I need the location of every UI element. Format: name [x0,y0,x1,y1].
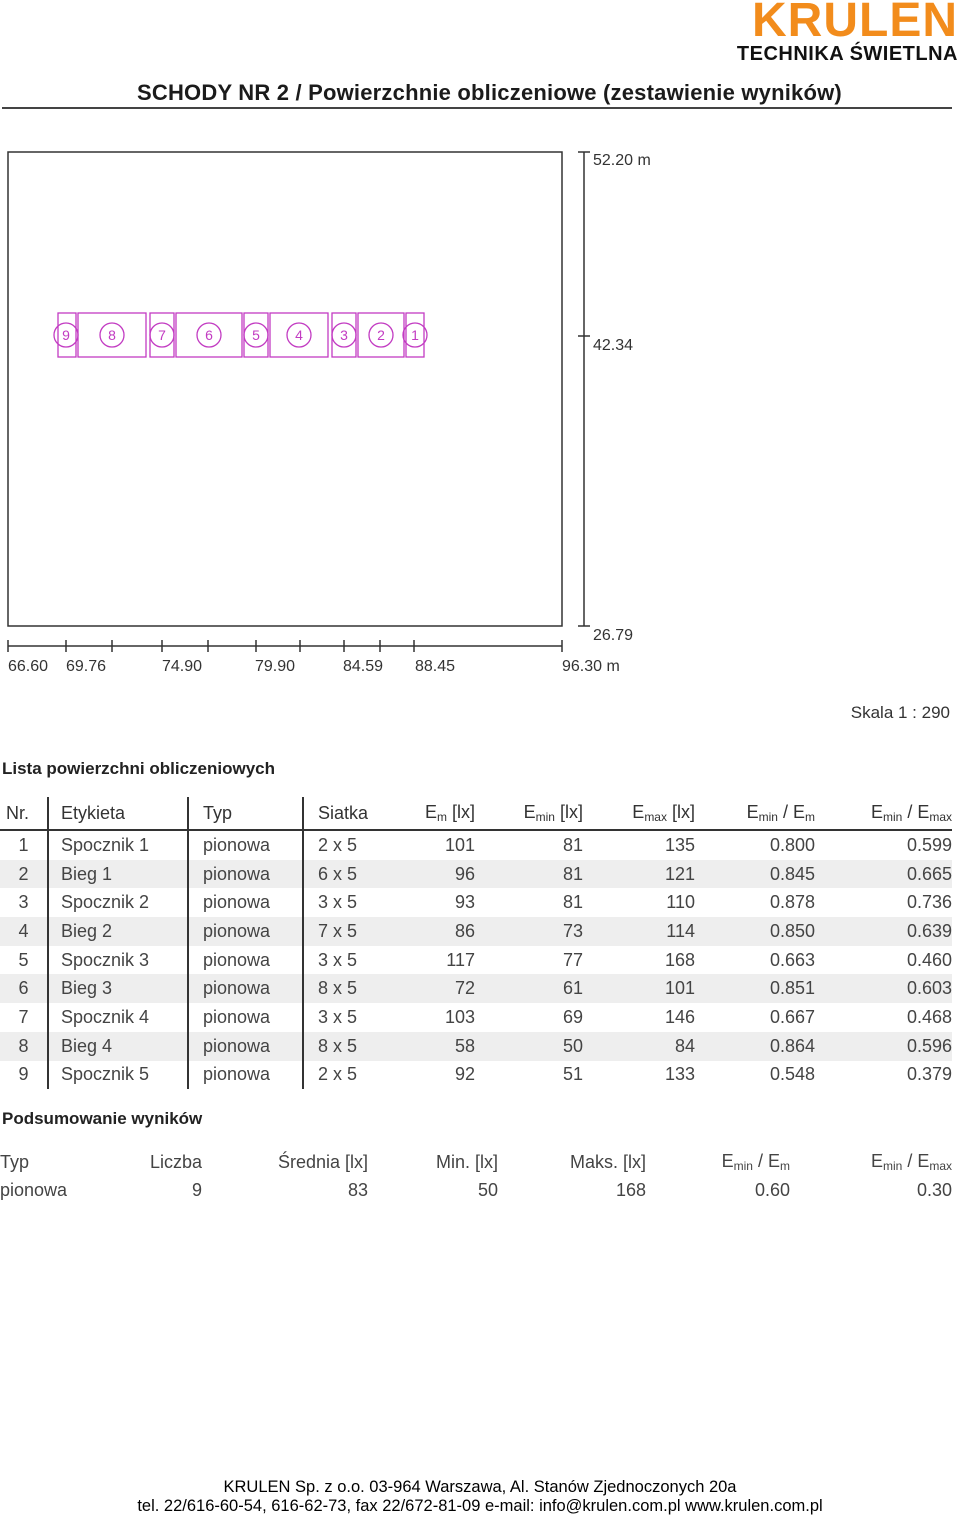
cell-em: 96 [393,860,475,889]
y-label-bottom: 26.79 [593,627,634,644]
marker-label-8: 8 [108,327,116,343]
col-ratio-emin-em: $E_{min} / E_m$ [695,797,815,830]
cell-nr: 8 [0,1032,48,1061]
cell-ratio-emin-emax: 0.639 [815,917,952,946]
cell-nr: 2 [0,860,48,889]
cell-type: pionowa [188,1032,303,1061]
surface-list-table [0,797,952,1089]
sum-col-ratio-emin-em: $E_{min} / E_m$ [721,1151,790,1173]
cell-label: Spocznik 5 [48,1061,188,1090]
floor-plan-drawing [0,140,700,690]
cell-nr: 9 [18,1064,29,1085]
cell-ratio-emin-em: 0.878 [769,892,815,913]
cell-label: Spocznik 1 [48,830,188,860]
cell-emax: 121 [583,860,695,889]
marker-label-9: 9 [62,327,70,343]
cell-nr: 4 [0,917,48,946]
marker-label-3: 3 [340,327,348,343]
cell-ratio-emin-em: 0.800 [769,834,815,855]
cell-label: Spocznik 3 [48,946,188,975]
col-label: Etykieta [48,797,188,830]
logo-tagline: TECHNIKA ŚWIETLNA [736,43,958,65]
sum-ratio-emin-em: 0.60 [754,1179,790,1200]
x-label: 74.90 [162,658,203,675]
y-label-mid: 42.34 [593,337,634,354]
sum-col-avg: Średnia [lx] [277,1151,368,1172]
table-row [0,1003,952,1032]
cell-emin: 69 [562,1006,583,1027]
cell-type: pionowa [188,917,303,946]
x-label: 66.60 [8,658,49,675]
x-label: 96.30 m [562,658,620,675]
col-nr: Nr. [0,797,48,830]
y-label-top: 52.20 m [593,152,651,169]
sum-col-min: Min. [lx] [435,1151,498,1172]
surface-marker-labels [62,327,419,343]
table-row [0,1032,952,1061]
cell-emin: 81 [475,860,583,889]
plan-boundary [8,152,562,626]
cell-nr: 1 [18,834,29,855]
cell-em: 103 [444,1006,475,1027]
footer-contact: tel. 22/616-60-54, 616-62-73, fax 22/672-81-09 e-mail: info@krulen.com.pl www.krulen.com.pl [137,1497,823,1515]
cell-grid: 2 x 5 [303,1061,393,1090]
sum-col-max: Maks. [lx] [569,1151,646,1172]
cell-emin: 81 [562,892,583,913]
cell-nr: 3 [18,892,29,913]
cell-label: Spocznik 2 [48,888,188,917]
cell-emin: 77 [562,949,583,970]
cell-grid: 7 x 5 [303,917,393,946]
cell-ratio-emin-emax: 0.603 [815,974,952,1003]
page-title: SCHODY NR 2 / Powierzchnie obliczeniowe (zestawienie wyników) [137,80,842,105]
cell-ratio-emin-emax: 0.736 [906,892,952,913]
cell-emax: 133 [664,1064,695,1085]
cell-emax: 146 [664,1006,695,1027]
cell-type: pionowa [188,974,303,1003]
cell-ratio-emin-em: 0.851 [695,974,815,1003]
cell-type: pionowa [188,860,303,889]
cell-type: pionowa [188,830,303,860]
table-row [0,1061,952,1090]
title-divider [2,107,952,109]
cell-ratio-emin-em: 0.864 [695,1032,815,1061]
table-row [0,917,952,946]
col-em: $E_m$ [lx] [393,797,475,830]
cell-grid: 8 x 5 [303,974,393,1003]
cell-em: 117 [446,949,475,970]
cell-ratio-emin-emax: 0.665 [815,860,952,889]
table-row [0,830,952,860]
cell-grid: 2 x 5 [303,830,393,860]
cell-nr: 6 [0,974,48,1003]
cell-ratio-emin-em: 0.548 [769,1064,815,1085]
sum-col-ratio-emin-emax: $E_{min} / E_{max}$ [870,1151,952,1173]
cell-em: 86 [393,917,475,946]
cell-emax: 110 [666,892,695,913]
summary-heading: Podsumowanie wyników [2,1109,203,1128]
sum-min: 50 [477,1179,498,1200]
col-ratio-emin-emax: $E_{min} / E_{max}$ [815,797,952,830]
table-header-row [0,797,952,830]
cell-ratio-emin-emax: 0.468 [906,1006,952,1027]
col-emax: $E_{max}$ [lx] [583,797,695,830]
surface-list-heading: Lista powierzchni obliczeniowych [2,759,275,778]
cell-grid: 8 x 5 [303,1032,393,1061]
cell-label: Bieg 2 [48,917,188,946]
x-label: 84.59 [343,658,384,675]
cell-ratio-emin-emax: 0.596 [815,1032,952,1061]
cell-emax: 101 [583,974,695,1003]
cell-nr: 5 [18,949,29,970]
cell-emin: 50 [475,1032,583,1061]
marker-label-6: 6 [205,327,213,343]
cell-emax: 135 [664,834,695,855]
company-logo [676,0,958,66]
marker-label-2: 2 [377,327,385,343]
cell-em: 93 [454,892,475,913]
cell-nr: 7 [18,1006,29,1027]
col-grid: Siatka [303,797,393,830]
table-row [0,888,952,917]
cell-emin: 73 [475,917,583,946]
cell-ratio-emin-em: 0.850 [695,917,815,946]
cell-type: pionowa [188,888,303,917]
col-type: Typ [188,797,303,830]
cell-em: 72 [393,974,475,1003]
summary-header-row [0,1148,952,1176]
cell-ratio-emin-emax: 0.379 [906,1064,952,1085]
x-label: 88.45 [415,658,456,675]
table-row [0,860,952,889]
cell-ratio-emin-emax: 0.460 [906,949,952,970]
summary-row [0,1176,952,1204]
logo-name: KRULEN [752,0,958,47]
cell-emin: 51 [562,1064,583,1085]
cell-ratio-emin-emax: 0.599 [906,834,952,855]
marker-label-1: 1 [411,327,419,343]
col-emin: $E_{min}$ [lx] [475,797,583,830]
cell-type: pionowa [188,946,303,975]
marker-label-7: 7 [158,327,166,343]
table-row [0,946,952,975]
cell-grid: 3 x 5 [303,888,393,917]
x-label: 69.76 [66,658,107,675]
cell-type: pionowa [188,1061,303,1090]
cell-label: Spocznik 4 [48,1003,188,1032]
cell-ratio-emin-em: 0.845 [695,860,815,889]
scale-label: Skala 1 : 290 [850,703,950,722]
cell-grid: 6 x 5 [303,860,393,889]
cell-em: 58 [393,1032,475,1061]
cell-em: 92 [454,1064,475,1085]
sum-col-type: Typ [0,1151,30,1172]
table-row [0,974,952,1003]
cell-label: Bieg 3 [48,974,188,1003]
sum-col-count: Liczba [149,1151,202,1172]
cell-emax: 114 [583,917,695,946]
sum-max: 168 [615,1179,646,1200]
cell-label: Bieg 4 [48,1032,188,1061]
cell-ratio-emin-em: 0.663 [769,949,815,970]
footer-address: KRULEN Sp. z o.o. 03-964 Warszawa, Al. Stanów Zjednoczonych 20a [223,1478,737,1496]
cell-emax: 84 [583,1032,695,1061]
cell-emin: 81 [562,834,583,855]
cell-grid: 3 x 5 [303,946,393,975]
sum-ratio-emin-emax: 0.30 [916,1179,952,1200]
marker-label-4: 4 [295,327,303,343]
cell-grid: 3 x 5 [303,1003,393,1032]
x-label: 79.90 [255,658,296,675]
cell-ratio-emin-em: 0.667 [769,1006,815,1027]
cell-emin: 61 [475,974,583,1003]
cell-label: Bieg 1 [48,860,188,889]
cell-emax: 168 [664,949,695,970]
sum-count: 9 [191,1179,202,1200]
cell-type: pionowa [188,1003,303,1032]
cell-em: 101 [444,834,475,855]
marker-label-5: 5 [252,327,260,343]
sum-type: pionowa [0,1179,68,1200]
summary-table [0,1148,952,1204]
sum-avg: 83 [347,1179,368,1200]
